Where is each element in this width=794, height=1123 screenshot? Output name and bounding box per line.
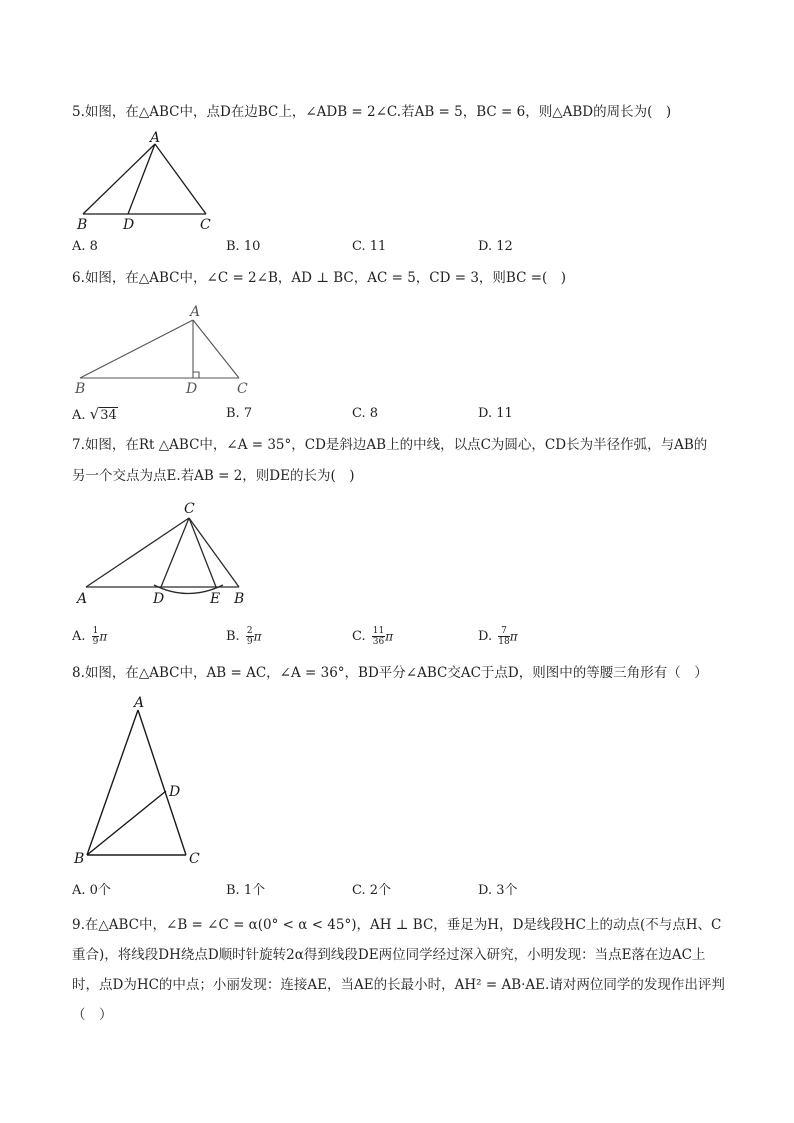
pi-symbol: π — [509, 629, 518, 644]
q7-option-a[interactable] — [72, 626, 107, 647]
q5-option-d[interactable]: D. 12 — [478, 239, 513, 254]
q8-option-a[interactable]: A. 0个 — [72, 883, 111, 898]
question-6-text: 6.如图，在△ABC中，∠C = 2∠B，AD ⊥ BC，AC = 5，CD = 3，则BC =( ) — [72, 270, 567, 286]
q6-option-d[interactable]: D. 11 — [478, 406, 513, 421]
q7-label-b: B — [234, 591, 245, 606]
q7-option-d[interactable] — [478, 626, 518, 647]
q7-option-c[interactable] — [352, 626, 393, 647]
question-5-text: 5.如图，在△ABC中，点D在边BC上，∠ADB = 2∠C.若AB = 5，BC = 6，则△ABD的周长为( ) — [72, 104, 672, 120]
numerator: 7 — [498, 626, 509, 637]
q7-label-c: C — [184, 501, 195, 517]
sqrt-symbol: √34 — [89, 405, 117, 423]
question-5-figure — [72, 130, 222, 232]
question-7-text-line2: 另一个交点为点E.若AB = 2，则DE的长为( ) — [72, 468, 355, 484]
q5-label-d: D — [123, 217, 135, 232]
numerator: 2 — [246, 626, 253, 636]
q5-label-c: C — [200, 217, 211, 232]
q8-option-c[interactable]: C. 2个 — [352, 883, 392, 898]
q8-label-a: A — [134, 695, 145, 711]
q8-label-b: B — [74, 851, 85, 867]
q6-label-b: B — [75, 381, 86, 397]
pi-symbol: π — [99, 629, 108, 644]
denominator: 18 — [498, 637, 510, 647]
q7-label-e: E — [210, 591, 221, 606]
q7-option-c-label: C. — [352, 629, 366, 644]
denominator: 9 — [92, 637, 99, 647]
q7-option-b[interactable] — [226, 626, 261, 647]
q7-option-a-label: A. — [72, 629, 86, 644]
question-8-text: 8.如图，在△ABC中，AB = AC，∠A = 36°，BD平分∠ABC交AC于点D，则图中的等腰三角形有（ ） — [72, 665, 708, 681]
q6-option-a[interactable] — [72, 405, 118, 425]
q7-label-a: A — [77, 591, 88, 606]
question-7-figure — [72, 494, 262, 606]
question-9-text: 9.在△ABC中，∠B = ∠C = α(0° < α < 45°)，AH ⊥ BC，垂足为H，D是线段HC上的动点(不与点H、C重合)，将线段DH绕点D顺时针旋转2α得到线段DE两位同学经过深入研究，小明发现：当点E落在边AC上时，点D为HC的中点；小丽发现：连接AE，当AE的长最小时，AH² = AB·AE.请对两位同学的发现作出评判（ ） — [72, 917, 725, 1023]
q5-label-b: B — [77, 217, 88, 232]
q5-label-a: A — [150, 130, 161, 146]
q5-option-a[interactable]: A. 8 — [72, 239, 98, 254]
q5-option-c[interactable]: C. 11 — [352, 239, 387, 254]
numerator: 1 — [92, 626, 99, 636]
q6-option-b[interactable]: B. 7 — [226, 406, 253, 421]
q6-label-c: C — [237, 381, 248, 397]
denominator: 36 — [372, 637, 385, 647]
q7-label-d: D — [153, 591, 165, 606]
q8-label-d: D — [169, 784, 181, 800]
fraction — [498, 626, 509, 647]
numerator: 11 — [372, 626, 385, 636]
q7-option-d-label: D. — [478, 629, 493, 644]
pi-symbol: π — [385, 629, 394, 644]
question-7-text-line1: 7.如图，在Rt △ABC中，∠A = 35°，CD是斜边AB上的中线，以点C为圆心，CD长为半径作弧，与AB的 — [72, 437, 708, 453]
question-8-figure — [72, 692, 212, 872]
q5-option-b[interactable]: B. 10 — [226, 239, 261, 254]
fraction — [372, 626, 385, 647]
denominator: 9 — [246, 637, 253, 647]
question-6-figure — [72, 298, 262, 398]
q7-option-b-label: B. — [226, 629, 240, 644]
q8-option-d[interactable]: D. 3个 — [478, 883, 518, 898]
q6-label-a: A — [190, 304, 201, 320]
q6-option-a-radicand: 34 — [100, 408, 117, 423]
fraction — [246, 626, 254, 647]
q6-label-d: D — [186, 381, 198, 397]
q8-label-c: C — [189, 851, 200, 867]
q6-option-a-label: A. — [72, 408, 86, 423]
q8-option-b[interactable]: B. 1个 — [226, 883, 266, 898]
pi-symbol: π — [253, 629, 262, 644]
q6-option-c[interactable]: C. 8 — [352, 406, 379, 421]
